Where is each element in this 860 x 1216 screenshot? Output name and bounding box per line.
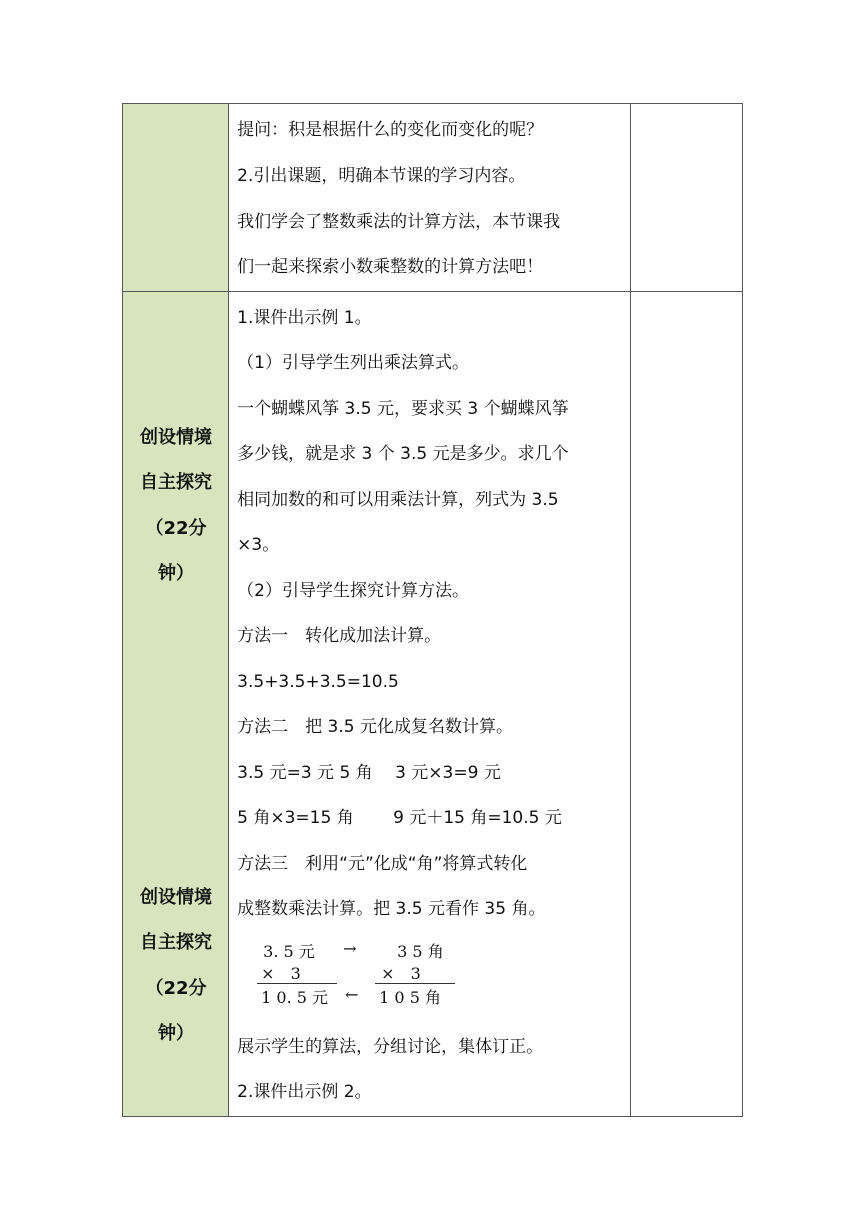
stage-label-cell <box>123 104 229 292</box>
text-line: 我们学会了整数乘法的计算方法，本节课我 <box>237 211 561 232</box>
table-row <box>123 291 743 1116</box>
text-line: 3.5 元=3 元 5 角 3 元×3=9 元 <box>237 762 501 783</box>
text-line: 方法一 转化成加法计算。 <box>237 626 442 646</box>
calc-right-multiplier: × 3 <box>381 963 421 983</box>
text-line: （1）引导学生列出乘法算式。 <box>237 353 469 373</box>
content-cell <box>229 291 631 1116</box>
stage-label-cell <box>123 291 229 1116</box>
text-line: ×3。 <box>237 535 280 555</box>
calc-left-rule <box>257 983 337 984</box>
notes-cell <box>630 291 742 1116</box>
text-line: 5 角×3=15 角 9 元＋15 角=10.5 元 <box>237 808 562 828</box>
calc-right-top: 3 5 角 <box>397 941 444 961</box>
calc-left-multiplier: × 3 <box>261 963 301 983</box>
text-line: 一个蝴蝶风筝 3.5 元，要求买 3 个蝴蝶风筝 <box>237 398 569 419</box>
text-line: 3.5+3.5+3.5=10.5 <box>237 671 399 692</box>
text-line: 们一起来探索小数乘整数的计算方法吧！ <box>237 257 544 277</box>
content-cell <box>229 104 631 292</box>
calc-right-rule <box>375 983 455 984</box>
text-line: （2）引导学生探究计算方法。 <box>237 580 469 601</box>
calc-left-top: 3. 5 元 <box>263 941 315 961</box>
vertical-calculation <box>237 933 630 1025</box>
text-line: 方法二 把 3.5 元化成复名数计算。 <box>237 717 513 737</box>
text-line: 方法三 利用“元”化成“角”将算式转化 <box>237 853 528 874</box>
text-line: 2.引出课题，明确本节课的学习内容。 <box>237 166 526 186</box>
notes-cell <box>630 104 742 292</box>
text-line: 提问：积是根据什么的变化而变化的呢？ <box>237 120 544 140</box>
table-row <box>123 104 743 292</box>
stage-label-bottom: 创设情境 自主探究 （22分 钟） <box>140 886 212 1044</box>
text-line: 多少钱，就是求 3 个 3.5 元是多少。求几个 <box>237 444 569 464</box>
text-line: 成整数乘法计算。把 3.5 元看作 35 角。 <box>237 899 546 919</box>
text-line: 相同加数的和可以用乘法计算，列式为 3.5 <box>237 489 559 510</box>
text-line: 展示学生的算法，分组讨论，集体订正。 <box>237 1036 544 1057</box>
text-line: 2.课件出示例 2。 <box>237 1082 372 1102</box>
calc-right-result: 1 0 5 角 <box>379 987 441 1007</box>
calc-left-result: 1 0. 5 元 <box>261 987 329 1007</box>
lesson-plan-table <box>122 103 743 1117</box>
arrow-left-icon: ← <box>345 984 359 1004</box>
arrow-right-icon: → <box>343 938 357 958</box>
stage-label-top: 创设情境 自主探究 （22分 钟） <box>140 426 212 584</box>
text-line: 1.课件出示例 1。 <box>237 307 372 328</box>
